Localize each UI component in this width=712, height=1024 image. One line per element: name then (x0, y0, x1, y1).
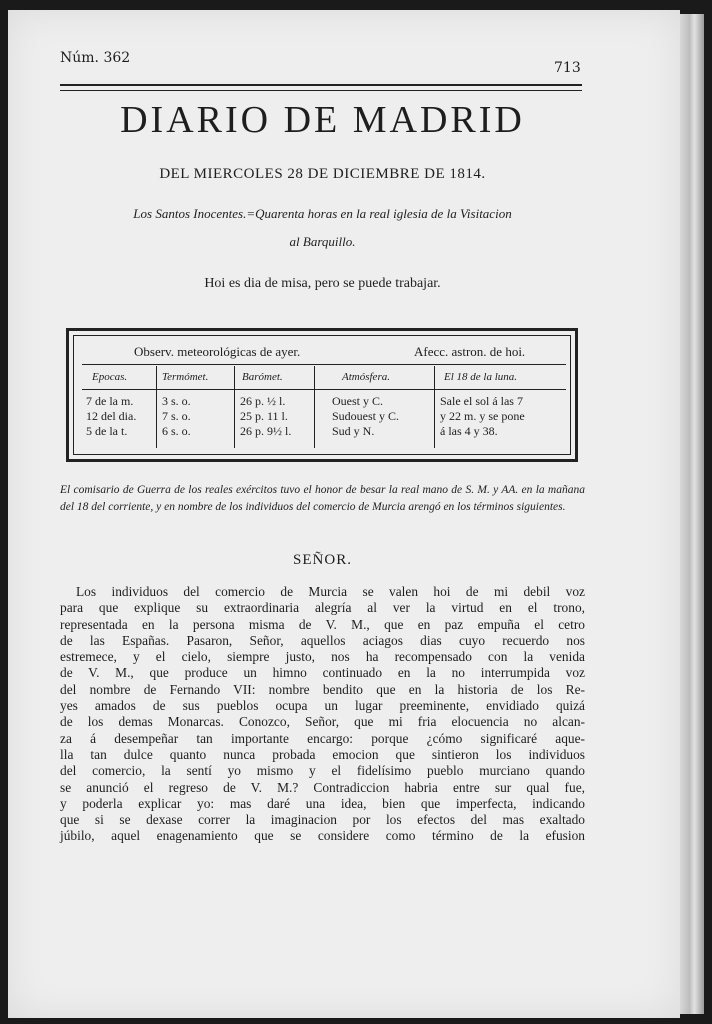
column-divider (156, 366, 157, 448)
issue-number: Núm. 362 (60, 50, 131, 66)
body-line: que si se dexase correr la imaginacion por los efectos del mas exaltado (60, 812, 585, 828)
baro-cell: 25 p. 11 l. (240, 409, 288, 423)
atm-cell: Ouest y C. (332, 394, 383, 408)
term-cell: 6 s. o. (162, 424, 191, 438)
term-cell: 3 s. o. (162, 394, 191, 408)
body-line: de V. M., que produce un himno continuado en la no interrumpida voz (60, 665, 585, 681)
body-line: de las Españas. Pasaron, Señor, aquellos aciagos dias cuyo recuerdo nos (60, 632, 585, 648)
intro-paragraph: El comisario de Guerra de los reales exércitos tuvo el honor de besar la real mano de S. M. y AA. en la mañana del 18 del corriente, y en nombre de los individuos del comercio de Murcia arengó en los términos siguientes. (60, 484, 585, 513)
luna-line: Sale el sol á las 7 (440, 394, 523, 408)
dateline: DEL MIERCOLES 28 DE DICIEMBRE DE 1814. (159, 166, 486, 182)
body-line: se anunció el regreso de V. M.? Contradiccion habria entre sur qual fue, (60, 779, 585, 795)
col-barometro: Barómet. (242, 371, 283, 383)
header-rule (60, 84, 582, 86)
page-number: 713 (554, 60, 581, 76)
atm-cell: Sud y N. (332, 424, 375, 438)
header-rule-thin (60, 90, 582, 91)
mass-notice: Hoi es dia de misa, pero se puede trabajar. (204, 276, 441, 291)
weather-rule (82, 389, 566, 390)
body-line: estremece, y el cielo, siempre justo, nos ha recompensado con la venida (60, 649, 585, 665)
baro-cell: 26 p. 9½ l. (240, 424, 292, 438)
luna-line: y 22 m. y se pone (440, 409, 525, 423)
body-line: lla tan dulce quanto nunca probada emocion que sintieron los individuos (60, 746, 585, 762)
col-epocas: Epocas. (92, 371, 128, 383)
body-line: júbilo, aquel enagenamiento que se considere como término de la efusion (60, 828, 585, 844)
article-body (60, 584, 585, 845)
page-edge (680, 14, 704, 1014)
column-divider (434, 366, 435, 448)
body-line: de los demas Monarcas. Conozco, Señor, que mi fria elocuencia no alcan- (60, 714, 585, 730)
weather-box (66, 328, 578, 462)
col-luna: El 18 de la luna. (444, 371, 518, 383)
body-line: para que explique su extraordinaria alegría al ver la virtud en el trono, (60, 600, 585, 616)
column-divider (234, 366, 235, 448)
luna-line: á las 4 y 38. (440, 424, 498, 438)
weather-rule (82, 364, 566, 365)
weather-title: Observ. meteorológicas de ayer. (134, 344, 301, 359)
astronomy-title: Afecc. astron. de hoi. (414, 344, 526, 359)
col-termometro: Termómet. (162, 371, 209, 383)
body-line: Los individuos del comercio de Murcia se valen hoi de mi debil voz (76, 584, 585, 599)
epoca-cell: 12 del dia. (86, 409, 137, 423)
weather-box-inner (73, 335, 571, 455)
atm-cell: Sudouest y C. (332, 409, 400, 423)
body-line: y poderla explicar yo: mas daré una idea, bien que imperfecta, indicando (60, 795, 585, 811)
baro-cell: 26 p. ½ l. (240, 394, 286, 408)
body-line: yes amados de sus pueblos ocupa un lugar preeminente, envidiado quizá (60, 698, 585, 714)
body-line: za á desempeñar tan importante encargo: porque ¿cómo significaré aque- (60, 730, 585, 746)
saints-line-2: al Barquillo. (289, 234, 356, 249)
masthead-title: DIARIO DE MADRID (120, 99, 525, 141)
body-line: del nombre de Fernando VII: nombre bendito que en la historia de los Re- (60, 681, 585, 697)
saints-notice (60, 200, 585, 256)
term-cell: 7 s. o. (162, 409, 191, 423)
saints-line-1: Los Santos Inocentes.=Quarenta horas en la real iglesia de la Visitacion (133, 206, 512, 221)
body-line: del comercio, la sentí yo mismo y el fidelísimo pueblo murciano quando (60, 763, 585, 779)
body-line: representada en la persona misma de V. M., que en paz empuña el cetro (60, 616, 585, 632)
epoca-cell: 5 de la t. (86, 424, 128, 438)
column-divider (314, 366, 315, 448)
address-heading: SEÑOR. (293, 552, 352, 568)
epoca-cell: 7 de la m. (86, 394, 134, 408)
col-atmosfera: Atmósfera. (342, 371, 390, 383)
